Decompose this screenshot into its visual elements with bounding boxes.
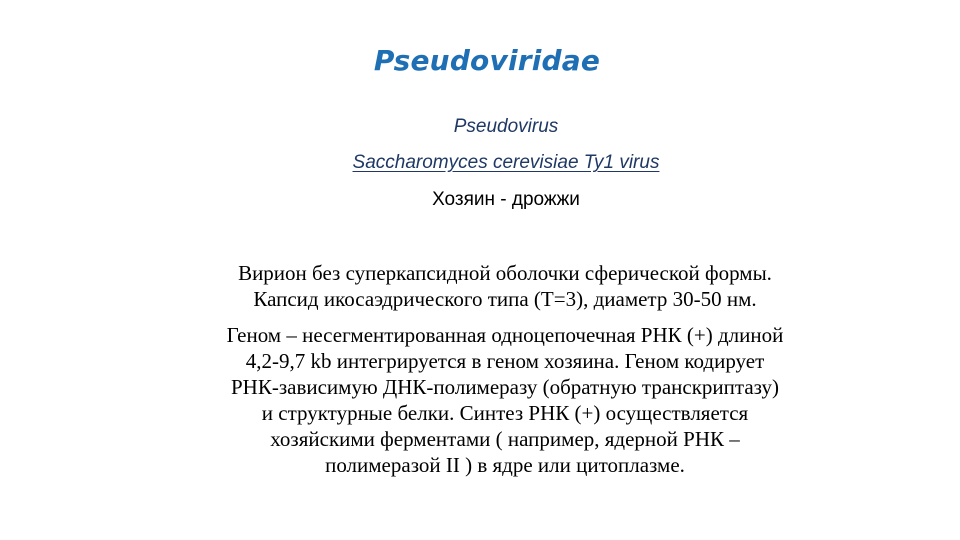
text-line: Геном – несегментированная одноцепочечная РНК (+) длиной [226,323,784,347]
text-line: 4,2-9,7 kb интегрируется в геном хозяина. Геном кодирует [245,349,765,373]
family-title: Pseudoviridae [373,44,601,77]
genome-description [150,322,860,478]
text-line: и структурные белки. Синтез РНК (+) осуществляется [261,401,749,425]
text-line: Вирион без суперкапсидной оболочки сферической формы. [238,261,772,285]
text-line: полимеразой II ) в ядре или цитоплазме. [325,453,685,477]
host-text: Хозяин - дрожжи [432,189,580,210]
text-line: РНК-зависимую ДНК-полимеразу (обратную транскриптазу) [230,375,779,399]
text-line: хозяйскими ферментами ( например, ядерной РНК – [270,427,740,451]
genus-name: Pseudovirus [453,116,559,137]
text-line: Капсид икосаэдрического типа (Т=3), диаметр 30-50 нм. [253,287,757,311]
species-name: Saccharomyces cerevisiae Ty1 virus [352,152,660,173]
virion-description [150,260,860,312]
